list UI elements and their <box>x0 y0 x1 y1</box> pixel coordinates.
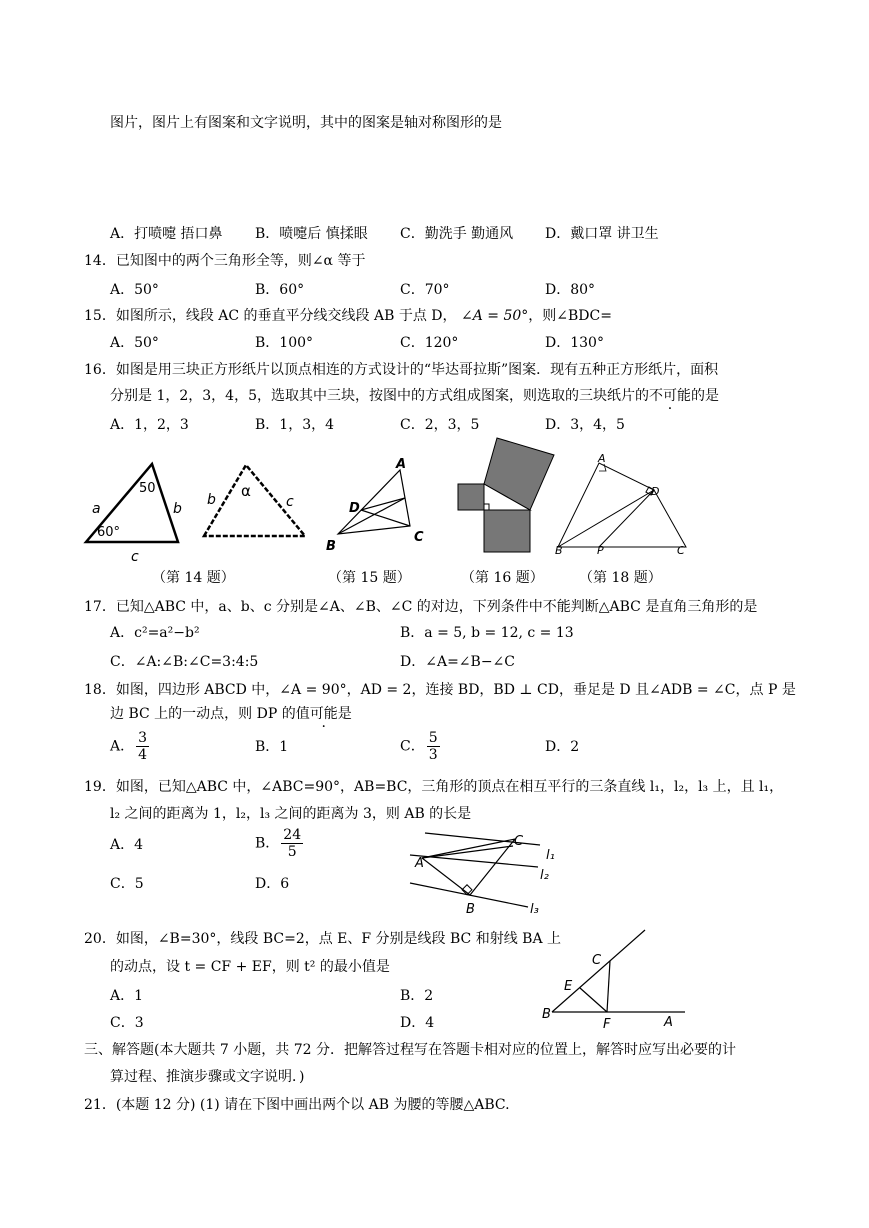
svg-text:A: A <box>396 457 407 472</box>
svg-text:F: F <box>603 1017 611 1032</box>
svg-text:c: c <box>286 494 294 510</box>
svg-text:B: B <box>555 544 563 557</box>
svg-text:P: P <box>597 544 604 557</box>
caption-fig16: （第 16 题） <box>461 570 544 586</box>
svg-text:A: A <box>664 1015 673 1030</box>
fig14-left-triangle <box>86 464 182 565</box>
caption-fig14: （第 14 题） <box>152 570 235 586</box>
q15-option-d: D．130° <box>545 335 604 351</box>
svg-text:l₃: l₃ <box>530 902 539 917</box>
svg-text:A: A <box>415 856 424 871</box>
q18-option-d: D．2 <box>545 739 580 755</box>
svg-text:50: 50 <box>139 481 156 496</box>
svg-text:l₁: l₁ <box>546 848 555 863</box>
svg-text:A: A <box>598 452 606 465</box>
svg-text:B: B <box>326 539 336 554</box>
q20-figure <box>540 925 700 1035</box>
q16-line1: 16．如图是用三块正方形纸片以顶点相连的方式设计的“毕达哥拉斯”图案．现有五种正方形纸片，面积 <box>84 362 719 378</box>
q18-option-a: A． $\frac{3}{4}$ <box>110 730 148 763</box>
q16-option-a: A．1，2，3 <box>110 417 189 433</box>
q19-option-d: D．6 <box>255 876 290 892</box>
svg-text:α: α <box>241 482 251 500</box>
q20-option-d: D．4 <box>400 1015 435 1031</box>
q19-figure <box>400 825 570 920</box>
q18-line1: 18．如图，四边形 ABCD 中，∠A = 90°，AD = 2，连接 BD，BD ⊥ CD，垂足是 D 且∠ADB = ∠C，点 P 是 <box>84 682 796 698</box>
q16-option-c: C．2，3，5 <box>400 417 480 433</box>
svg-text:C: C <box>414 530 424 545</box>
fig18-diagram <box>555 452 686 557</box>
section3-heading-line1: 三、解答题(本大题共 7 小题，共 72 分．把解答过程写在答题卡相对应的位置上，解答时应写出必要的计 <box>84 1042 736 1058</box>
svg-text:b: b <box>173 501 182 517</box>
fig14-right-triangle <box>204 465 305 536</box>
svg-text:a: a <box>92 501 101 517</box>
q20-option-c: C．3 <box>110 1015 144 1031</box>
q20-option-b: B．2 <box>400 988 434 1004</box>
fig15-diagram <box>326 457 424 554</box>
q17-stem: 17．已知△ABC 中，a、b、c 分别是∠A、∠B、∠C 的对边，下列条件中不能判断△ABC 是直角三角形的是 <box>84 599 758 615</box>
q18-option-b: B．1 <box>255 739 289 755</box>
q14-option-c: C．70° <box>400 282 450 298</box>
q13-option-a: A．打喷嚏 捂口鼻 <box>110 226 223 242</box>
q20-line1: 20．如图，∠B=30°，线段 BC=2，点 E、F 分别是线段 BC 和射线 BA 上 <box>84 931 562 947</box>
svg-text:l₂: l₂ <box>540 868 549 883</box>
q14-option-b: B．60° <box>255 282 305 298</box>
section3-heading-line2: 算过程、推演步骤或文字说明．) <box>110 1069 305 1085</box>
svg-text:D: D <box>349 501 360 516</box>
q20-line2: 的动点，设 t = CF + EF，则 t² 的最小值是 <box>110 959 390 975</box>
q18-option-c: C． $\frac{5}{3}$ <box>400 730 438 763</box>
q21-line: 21．(本题 12 分) (1) 请在下图中画出两个以 AB 为腰的等腰△ABC. <box>84 1097 510 1113</box>
svg-text:b: b <box>207 492 216 508</box>
q19-line1: 19．如图，已知△ABC 中，∠ABC=90°，AB=BC，三角形的顶点在相互平行的三条直线 l₁，l₂，l₃ 上，且 l₁， <box>84 779 784 795</box>
q17-option-b: B．a = 5, b = 12, c = 13 <box>400 625 574 641</box>
q13-option-b: B．喷嚏后 慎揉眼 <box>255 226 368 242</box>
svg-text:E: E <box>564 979 573 994</box>
svg-text:C: C <box>514 834 524 849</box>
q14-option-a: A．50° <box>110 282 159 298</box>
svg-text:C: C <box>592 953 602 968</box>
intro-line: 图片，图片上有图案和文字说明，其中的图案是轴对称图形的是 <box>110 115 502 131</box>
q20-option-a: A．1 <box>110 988 144 1004</box>
q14-stem: 14．已知图中的两个三角形全等，则∠α 等于 <box>84 253 366 269</box>
svg-text:B: B <box>466 902 475 917</box>
q17-option-d: D．∠A=∠B−∠C <box>400 654 515 670</box>
q19-option-c: C．5 <box>110 876 144 892</box>
q16-option-d: D．3，4，5 <box>545 417 625 433</box>
q19-line2: l₂ 之间的距离为 1，l₂，l₃ 之间的距离为 3，则 AB 的长是 <box>110 806 472 822</box>
svg-text:C: C <box>677 544 685 557</box>
q13-option-c: C．勤洗手 勤通风 <box>400 226 514 242</box>
q17-option-a: A．c²=a²−b² <box>110 625 200 641</box>
q15-option-a: A．50° <box>110 335 159 351</box>
q16-option-b: B．1，3，4 <box>255 417 335 433</box>
q19-option-b: B． $\frac{24}{5}$ <box>255 827 302 860</box>
q13-option-d: D．戴口罩 讲卫生 <box>545 226 659 242</box>
svg-text:60°: 60° <box>97 525 121 540</box>
q17-option-c: C．∠A:∠B:∠C=3:4:5 <box>110 654 259 670</box>
q16-line2: 分别是 1，2，3，4，5，选取其中三块，按图中的方式组成图案，则选取的三块纸片的不可能的是 <box>110 388 719 404</box>
figures-row <box>0 430 869 565</box>
q19-option-a: A．4 <box>110 837 144 853</box>
q18-line2: 边 BC 上的一动点，则 DP 的值可能是 <box>110 706 352 722</box>
svg-text:D: D <box>651 485 660 498</box>
svg-text:c: c <box>131 549 139 565</box>
caption-fig18: （第 18 题） <box>579 570 662 586</box>
q15-option-c: C．120° <box>400 335 459 351</box>
fig16-pythagoras-squares <box>458 438 554 552</box>
q15-stem: 15．如图所示，线段 AC 的垂直平分线交线段 AB 于点 D， ∠A = 50°，则∠BDC= <box>84 308 612 324</box>
caption-fig15: （第 15 题） <box>328 570 411 586</box>
q14-option-d: D．80° <box>545 282 596 298</box>
q15-option-b: B．100° <box>255 335 314 351</box>
svg-text:B: B <box>542 1007 551 1022</box>
